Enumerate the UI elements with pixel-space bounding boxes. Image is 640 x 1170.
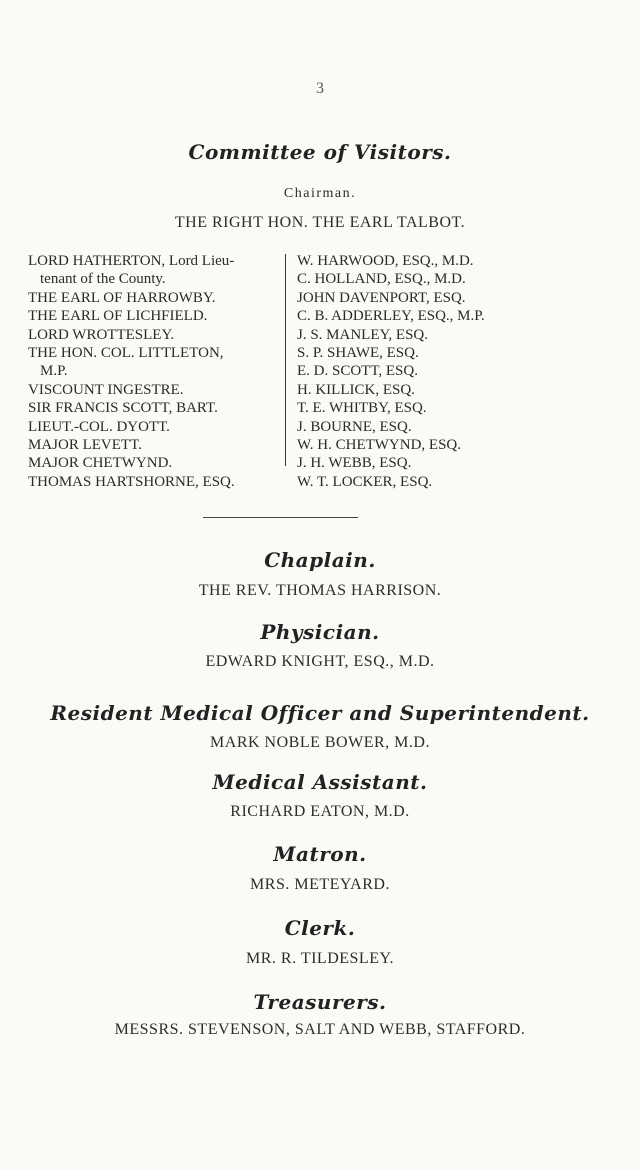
committee-member: THE EARL OF LICHFIELD. [28, 308, 208, 325]
committee-member: W. T. LOCKER, ESQ. [297, 473, 433, 490]
officer-title-physician: Physician. [260, 620, 380, 644]
committee-member: E. D. SCOTT, ESQ. [297, 363, 418, 380]
committee-member: THOMAS HARTSHORNE, ESQ. [28, 473, 235, 490]
committee-member: W. HARWOOD, ESQ., M.D. [297, 253, 474, 269]
officer-title-resident-medical-officer: Resident Medical Officer and Superintendent. [50, 701, 590, 725]
chairman-name: THE RIGHT HON. THE EARL TALBOT. [174, 214, 466, 231]
page-number: 3 [316, 80, 324, 97]
chairman-label: Chairman. [283, 186, 357, 201]
officer-title-clerk: Clerk. [284, 916, 356, 940]
committee-members [28, 252, 618, 490]
officer-title-treasurers: Treasurers. [253, 990, 387, 1014]
committee-member: MAJOR LEVETT. [28, 437, 142, 454]
committee-member: LORD HATHERTON, Lord Lieu- [28, 253, 235, 269]
committee-member: MAJOR CHETWYND. [28, 455, 173, 472]
page-title: Committee of Visitors. [188, 140, 452, 164]
section-divider [203, 517, 358, 518]
committee-member: LORD WROTTESLEY. [28, 326, 175, 343]
officer-name-chaplain: THE REV. THOMAS HARRISON. [198, 582, 442, 599]
committee-member: C. HOLLAND, ESQ., M.D. [297, 271, 466, 288]
committee-member: T. E. WHITBY, ESQ. [297, 400, 427, 417]
committee-member: J. H. WEBB, ESQ. [297, 455, 412, 472]
committee-member: J. BOURNE, ESQ. [297, 418, 412, 435]
officer-name-treasurers: MESSRS. STEVENSON, SALT AND WEBB, STAFFORD. [114, 1021, 526, 1038]
committee-member: VISCOUNT INGESTRE. [28, 381, 184, 398]
committee-right-column [297, 252, 627, 491]
committee-left-column [28, 252, 276, 491]
officer-name-clerk: MR. R. TILDESLEY. [246, 950, 394, 967]
committee-member: SIR FRANCIS SCOTT, BART. [28, 400, 218, 417]
officer-name-resident-medical-officer: MARK NOBLE BOWER, M.D. [210, 734, 430, 751]
committee-member-continuation: M.P. [40, 363, 68, 380]
committee-member: JOHN DAVENPORT, ESQ. [297, 289, 466, 306]
committee-member: W. H. CHETWYND, ESQ. [297, 437, 462, 454]
committee-member: THE HON. COL. LITTLETON, [28, 345, 224, 362]
committee-member: THE EARL OF HARROWBY. [28, 289, 216, 306]
officer-name-physician: EDWARD KNIGHT, ESQ., M.D. [205, 653, 435, 670]
committee-member: H. KILLICK, ESQ. [297, 381, 415, 398]
officer-title-matron: Matron. [273, 842, 367, 866]
committee-member: J. S. MANLEY, ESQ. [297, 326, 428, 343]
committee-member: S. P. SHAWE, ESQ. [297, 345, 419, 362]
committee-member-continuation: tenant of the County. [40, 271, 166, 288]
committee-member: C. B. ADDERLEY, ESQ., M.P. [297, 308, 485, 325]
column-divider [285, 254, 286, 466]
committee-member: LIEUT.-COL. DYOTT. [28, 418, 170, 435]
officer-name-matron: MRS. METEYARD. [250, 876, 390, 893]
officer-name-medical-assistant: RICHARD EATON, M.D. [230, 803, 410, 820]
officer-title-chaplain: Chaplain. [264, 548, 376, 572]
officer-title-medical-assistant: Medical Assistant. [212, 770, 428, 794]
